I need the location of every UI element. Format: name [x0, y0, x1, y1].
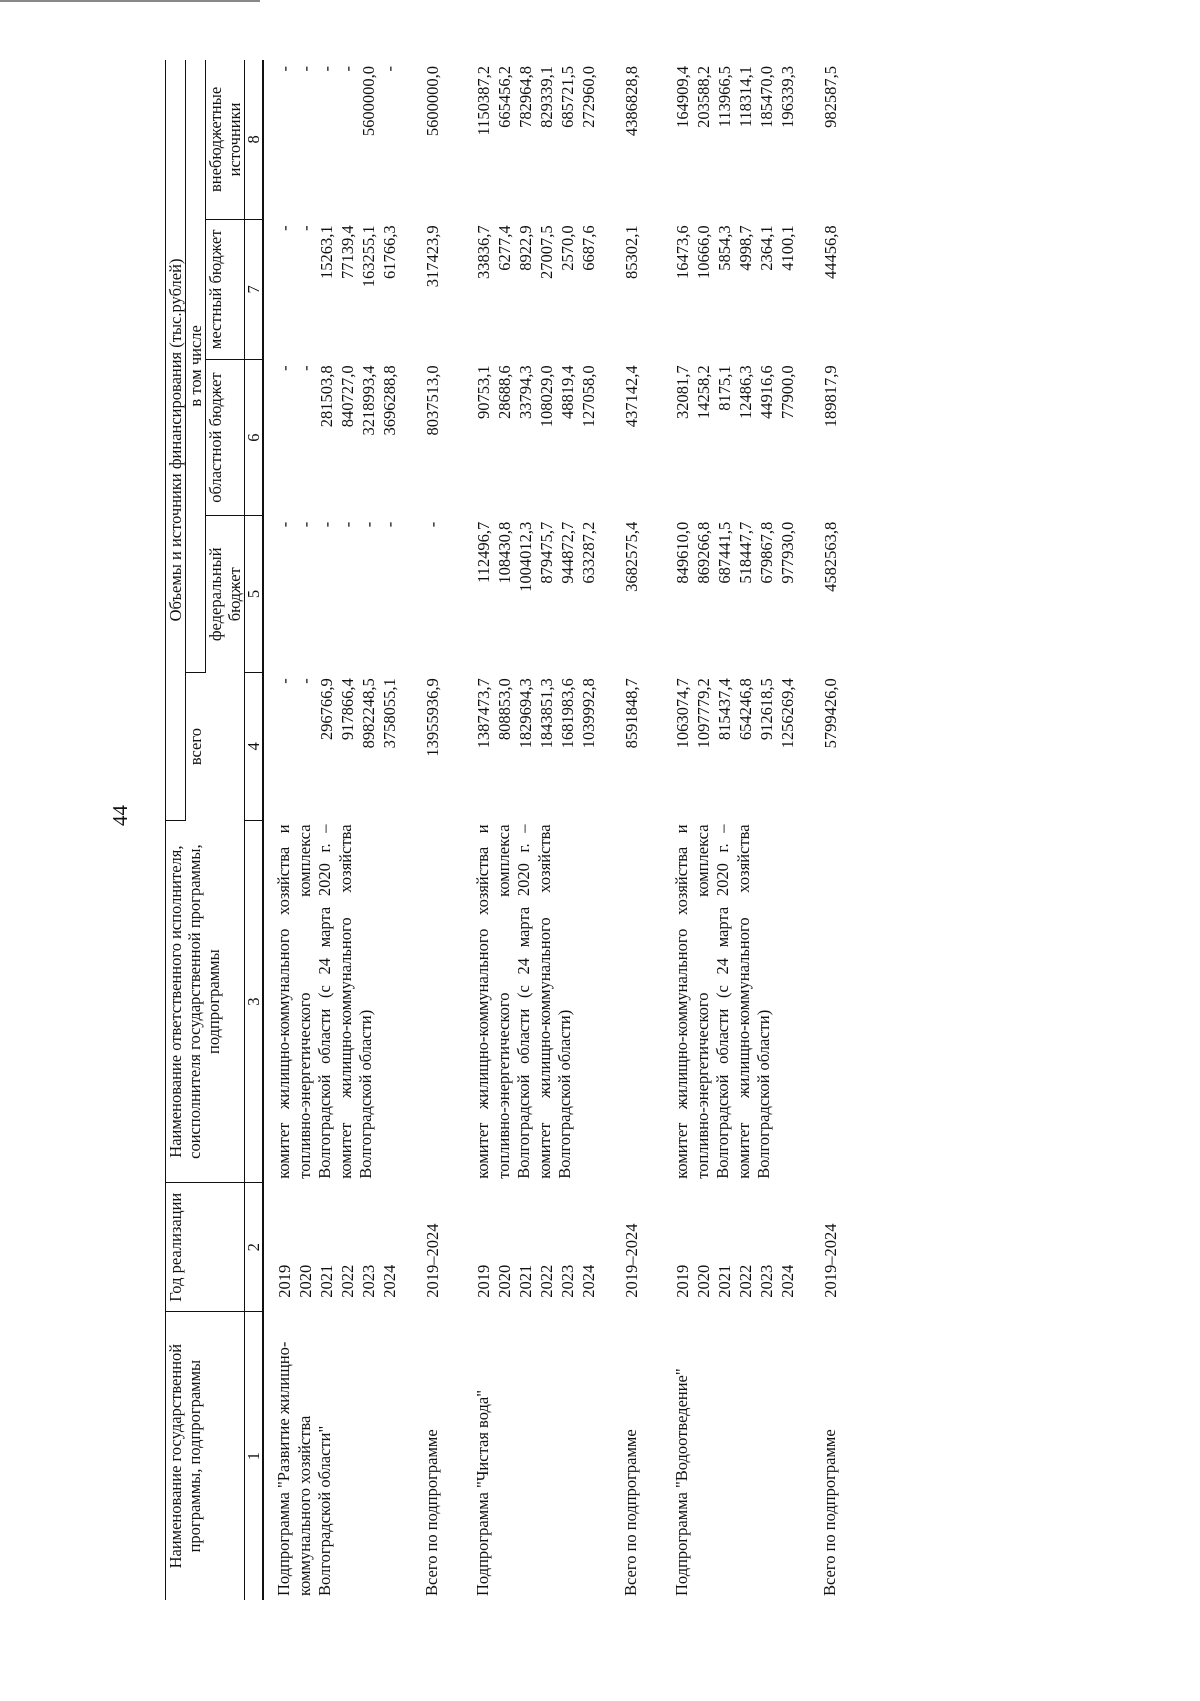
- regional-value: 3696288,8: [380, 365, 399, 436]
- total-period: 2019–2024: [821, 1223, 840, 1298]
- total-value: 917866,4: [338, 678, 357, 741]
- total-value: 815437,4: [715, 678, 734, 741]
- year-value: 2022: [537, 1264, 556, 1298]
- header-regional: областной бюджет: [206, 359, 245, 515]
- year-value: 2024: [778, 1264, 797, 1298]
- column-number: 7: [245, 219, 264, 359]
- executor-name: комитет жилищно-коммунального хозяйства и топливно-энергетического комплекса Волгоградской области (с 24 марта 2020 г. – комитет жилищно-коммунального хозяйства Волгоградской области): [274, 824, 375, 1179]
- local-value: 33836,7: [474, 225, 493, 279]
- extra-value: -: [275, 66, 294, 72]
- subprogram-row: [263, 60, 400, 1600]
- total-executor-empty: [400, 820, 463, 1182]
- subprogram-name: Подпрограмма "Развитие жилищно-коммунального хозяйства Волгоградской области": [274, 1341, 334, 1596]
- total-label: Всего по подпрограмме: [621, 1429, 640, 1596]
- header-federal: федеральный бюджет: [206, 516, 245, 672]
- regional-value: 840727,0: [338, 365, 357, 428]
- federal-value: -: [380, 521, 399, 528]
- total-extra: 4386828,8: [622, 66, 641, 137]
- federal-value: 108430,8: [495, 521, 514, 584]
- regional-value: 28688,6: [495, 365, 514, 419]
- subprogram-row: [662, 60, 798, 1600]
- total-value: 1256269,4: [778, 678, 797, 749]
- year-value: 2021: [317, 1264, 336, 1298]
- federal-value: -: [296, 521, 315, 528]
- year-list: [263, 1183, 400, 1312]
- federal-values: [263, 516, 400, 672]
- subprogram-total-row: [599, 60, 662, 1600]
- total-value: 1843851,3: [537, 678, 556, 749]
- total-period: 2019–2024: [423, 1223, 442, 1298]
- local-value: 27007,5: [537, 225, 556, 279]
- column-number: 8: [245, 60, 264, 219]
- local-value: 6687,6: [579, 225, 598, 271]
- regional-value: 33794,3: [516, 365, 535, 419]
- federal-value: 879475,7: [537, 521, 556, 584]
- regional-value: 32081,7: [673, 365, 692, 419]
- extra-value: 118314,1: [736, 66, 755, 128]
- regional-value: 14258,2: [694, 365, 713, 419]
- scan-edge-line: [0, 0, 260, 2]
- header-funding-group: Объемы и источники финансирования (тыс.рублей): [166, 60, 186, 820]
- federal-value: 977930,0: [778, 521, 797, 584]
- header-including: в том числе: [186, 60, 206, 672]
- extra-value: 196339,3: [778, 66, 797, 128]
- regional-values: [463, 359, 599, 515]
- extra-value: 665456,2: [495, 66, 514, 128]
- total-value: 654246,8: [736, 678, 755, 741]
- local-value: 77139,4: [338, 225, 357, 279]
- extra-values: [463, 60, 599, 219]
- local-value: 61766,3: [380, 225, 399, 279]
- total-value: 1039992,8: [579, 678, 598, 749]
- extra-value: -: [338, 66, 357, 72]
- extra-values: [662, 60, 798, 219]
- regional-value: -: [275, 365, 294, 371]
- table-header: [166, 60, 264, 1600]
- header-program-name: Наименование государственной программы, подпрограммы: [166, 1312, 245, 1600]
- year-value: 2022: [338, 1264, 357, 1298]
- year-value: 2021: [715, 1264, 734, 1298]
- column-number: 5: [245, 516, 264, 672]
- local-value: 4998,7: [736, 225, 755, 271]
- total-local: 44456,8: [821, 225, 840, 279]
- subprogram-total-row: [400, 60, 463, 1600]
- total-value: -: [296, 678, 315, 684]
- regional-values: [263, 359, 400, 515]
- federal-value: 849610,0: [673, 521, 692, 584]
- local-values: [263, 219, 400, 359]
- total-total: 13955936,9: [423, 678, 442, 757]
- subprogram-row: [463, 60, 599, 1600]
- total-value: 1097779,2: [694, 678, 713, 749]
- total-values: [662, 672, 798, 820]
- federal-value: 112496,7: [474, 521, 493, 584]
- regional-value: 3218993,4: [359, 365, 378, 436]
- federal-value: 869266,8: [694, 521, 713, 584]
- total-extra: 982587,5: [821, 66, 840, 128]
- header-total: всего: [186, 672, 245, 820]
- extra-value: 272960,0: [579, 66, 598, 128]
- extra-value: 829339,1: [537, 66, 556, 128]
- total-executor-empty: [599, 820, 662, 1182]
- total-label: Всего по подпрограмме: [422, 1429, 441, 1596]
- local-value: 163255,1: [359, 225, 378, 288]
- page-number: 44: [108, 805, 132, 826]
- year-value: 2020: [495, 1264, 514, 1298]
- federal-values: [662, 516, 798, 672]
- total-value: 3758055,1: [380, 678, 399, 749]
- federal-value: 687441,5: [715, 521, 734, 584]
- extra-value: 782964,8: [516, 66, 535, 128]
- subprogram-name: Подпрограмма "Водоотведение": [672, 1368, 691, 1596]
- total-local: 317423,9: [423, 225, 442, 288]
- extra-value: 164909,4: [673, 66, 692, 128]
- total-value: 1681983,6: [558, 678, 577, 749]
- total-regional: 189817,9: [821, 365, 840, 428]
- year-value: 2023: [757, 1264, 776, 1298]
- header-extra: внебюджетные источники: [206, 60, 245, 219]
- regional-value: 90753,1: [474, 365, 493, 419]
- executor-name: комитет жилищно-коммунального хозяйства и топливно-энергетического комплекса Волгоградской области (с 24 марта 2020 г. – комитет жилищно-коммунального хозяйства Волгоградской области): [473, 824, 574, 1179]
- local-value: -: [275, 225, 294, 231]
- total-federal: 4582563,8: [821, 521, 840, 592]
- total-local: 85302,1: [622, 225, 641, 279]
- financing-table: [165, 60, 861, 1600]
- column-number: 6: [245, 359, 264, 515]
- federal-value: 679867,8: [757, 521, 776, 584]
- regional-value: 12486,3: [736, 365, 755, 419]
- total-value: 296766,9: [317, 678, 336, 741]
- total-value: 912618,5: [757, 678, 776, 741]
- local-values: [463, 219, 599, 359]
- total-total: 8591848,7: [622, 678, 641, 749]
- local-value: 6277,4: [495, 225, 514, 271]
- extra-values: [263, 60, 400, 219]
- year-value: 2021: [516, 1264, 535, 1298]
- federal-value: 944872,7: [558, 521, 577, 584]
- total-value: 808853,0: [495, 678, 514, 741]
- local-value: 8922,9: [516, 225, 535, 271]
- extra-value: -: [317, 66, 336, 72]
- total-value: -: [275, 678, 294, 684]
- extra-value: 685721,5: [558, 66, 577, 128]
- total-value: 8982248,5: [359, 678, 378, 749]
- federal-value: -: [275, 521, 294, 528]
- subprogram-total-row: [798, 60, 861, 1600]
- federal-values: [463, 516, 599, 672]
- local-value: 15263,1: [317, 225, 336, 279]
- column-number: 3: [245, 820, 264, 1182]
- header-year: Год реализации: [166, 1183, 245, 1312]
- year-value: 2024: [579, 1264, 598, 1298]
- table-body: [263, 60, 861, 1600]
- header-local: местный бюджет: [206, 219, 245, 359]
- total-period: 2019–2024: [622, 1223, 641, 1298]
- regional-value: 8175,1: [715, 365, 734, 411]
- regional-values: [662, 359, 798, 515]
- extra-value: -: [380, 66, 399, 72]
- total-federal: 3682575,4: [622, 521, 641, 592]
- year-value: 2019: [275, 1264, 294, 1298]
- regional-value: 44916,6: [757, 365, 776, 419]
- year-value: 2019: [474, 1264, 493, 1298]
- total-values: [263, 672, 400, 820]
- total-federal: -: [423, 521, 442, 528]
- local-value: 5854,3: [715, 225, 734, 271]
- regional-value: 108029,0: [537, 365, 556, 428]
- extra-value: 203588,2: [694, 66, 713, 128]
- year-list: [463, 1183, 599, 1312]
- executor-name: комитет жилищно-коммунального хозяйства и топливно-энергетического комплекса Волгоградской области (с 24 марта 2020 г. – комитет жилищно-коммунального хозяйства Волгоградской области): [672, 824, 773, 1179]
- local-value: 4100,1: [778, 225, 797, 271]
- total-regional: 437142,4: [622, 365, 641, 428]
- regional-value: 127058,0: [579, 365, 598, 428]
- year-value: 2019: [673, 1264, 692, 1298]
- total-regional: 8037513,0: [423, 365, 442, 436]
- rotated-page-content: [165, 60, 1015, 1600]
- federal-value: 518447,7: [736, 521, 755, 584]
- header-executor: Наименование ответственного исполнителя, соисполнителя государственной программы, подпрограммы: [166, 820, 245, 1182]
- year-value: 2020: [296, 1264, 315, 1298]
- regional-value: 281503,8: [317, 365, 336, 428]
- column-number: 2: [245, 1183, 264, 1312]
- local-value: 10666,0: [694, 225, 713, 279]
- local-value: 16473,6: [673, 225, 692, 279]
- year-value: 2022: [736, 1264, 755, 1298]
- total-value: 1387473,7: [474, 678, 493, 749]
- year-value: 2020: [694, 1264, 713, 1298]
- regional-value: -: [296, 365, 315, 371]
- total-extra: 5600000,0: [423, 66, 442, 137]
- total-label: Всего по подпрограмме: [820, 1429, 839, 1596]
- regional-value: 48819,4: [558, 365, 577, 419]
- year-value: 2023: [359, 1264, 378, 1298]
- federal-value: 633287,2: [579, 521, 598, 584]
- local-value: 2364,1: [757, 225, 776, 271]
- column-number: 1: [245, 1312, 264, 1600]
- column-number: 4: [245, 672, 264, 820]
- federal-value: -: [338, 521, 357, 528]
- extra-value: 1150387,2: [474, 66, 493, 136]
- extra-value: -: [296, 66, 315, 72]
- year-value: 2023: [558, 1264, 577, 1298]
- regional-value: 77900,0: [778, 365, 797, 419]
- subprogram-name: Подпрограмма "Чистая вода": [473, 1390, 492, 1596]
- federal-value: -: [359, 521, 378, 528]
- extra-value: 113966,5: [715, 66, 734, 128]
- total-executor-empty: [798, 820, 861, 1182]
- federal-value: -: [317, 521, 336, 528]
- federal-value: 1004012,3: [516, 521, 535, 592]
- local-value: -: [296, 225, 315, 231]
- year-value: 2024: [380, 1264, 399, 1298]
- extra-value: 185470,0: [757, 66, 776, 128]
- local-value: 2570,0: [558, 225, 577, 271]
- total-total: 5799426,0: [821, 678, 840, 749]
- extra-value: 5600000,0: [359, 66, 378, 137]
- total-value: 1063074,7: [673, 678, 692, 749]
- year-list: [662, 1183, 798, 1312]
- total-values: [463, 672, 599, 820]
- total-value: 1829694,3: [516, 678, 535, 749]
- local-values: [662, 219, 798, 359]
